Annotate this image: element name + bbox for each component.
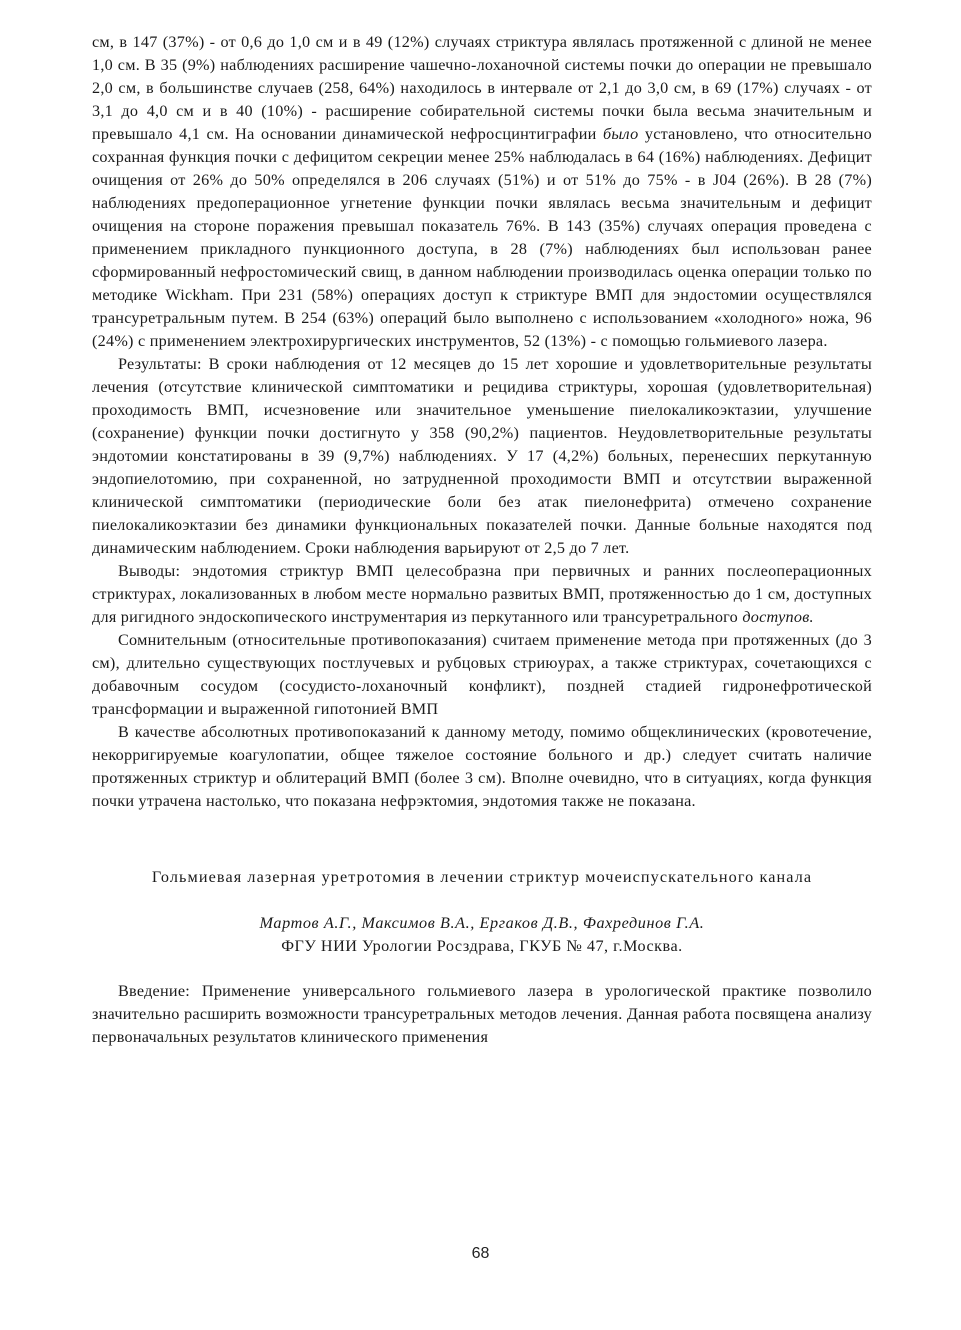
section-title: Гольмиевая лазерная уретротомия в лечении стриктур мочеиспускательного канала (151, 868, 813, 886)
italic-text: доступов. (742, 608, 814, 626)
paragraph-introduction: Введение: Применение универсального гольмиевого лазера в урологической практике позволило значительно расширить возможности трансуретральных методов лечения. Данная работа посвящена анализу первоначальных результатов клинического применения (92, 982, 872, 1046)
paragraph-methods-continued (92, 31, 872, 353)
paragraph-conclusions (92, 560, 872, 629)
paragraph-absolute-contraindications: В качестве абсолютных противопоказаний к данному методу, помимо общеклинических (кровотечение, некорригируемые коагулопатии, общее тяжелое состояние больного и др.) следует считать наличие протяженных стриктур и облитераций ВМП (более 3 см). Вполне очевидно, что в ситуациях, когда функция почки утрачена настолько, что показана нефрэктомия, эндотомия также не показана. (92, 723, 872, 810)
paragraph-text: см, в 147 (37%) - от 0,6 до 1,0 см и в 49 (12%) случаях стриктура являлась протяженной с длиной не менее 1,0 см. В 35 (9%) наблюдениях расширение чашечно-лоханочной системы почки до операции не превышало 2,0 см, в большинстве случаев (258, 64%) находилось в интервале от 2,1 до 3,0 см, в 69 (17%) случаях - от 3,1 до 4,0 см и в 40 (10%) - расширение собирательной системы почки была весьма значительным и превышало 4,1 см. На основании динамической нефросцинтиграфии (92, 33, 872, 143)
document-page (92, 31, 872, 1049)
page-number: 68 (471, 1245, 490, 1262)
paragraph-text: Выводы: эндотомия стриктур ВМП целесобразна при первичных и ранних послеоперационных стриктурах, локализованных в любом месте нормально развитых ВМП, протяженностью до 1 см, доступных для ригидного эндоскопического инструментария из перкутанного или трансуретрального (92, 562, 872, 626)
paragraph-text: установлено, что относительно сохранная функция почки с дефицитом секреции менее 25% наблюдалась в 64 (16%) наблюдениях. Дефицит очищения от 26% до 50% определялся в 206 случаях (51%) и от 51% до 75% - в J04 (26%). В 28 (7%) наблюдениях предоперационное угнетение функции почки являлась весьма значительным и дефицит очищения на стороне поражения превышал показатель 76%. В 143 (35%) случаях операция проведена с применением прикладного пункционного доступа, в 28 (7%) наблюдениях был использован ранее сформированный нефростомический свищ, в данном наблюдении производилась оценка операции только по методике Wickham. При 231 (58%) операциях доступ к стриктуре ВМП для эндостомии осуществлялся трансуретральным путем. В 254 (63%) операций было выполнено с использованием «холодного» ножа, 96 (24%) с применением электрохирургических инструментов, 52 (13%) - с помощью гольмиевого лазера. (92, 125, 872, 350)
authors-line: Мартов А.Г., Максимов В.А., Ергаков Д.В., Фахрединов Г.А. (259, 914, 705, 932)
italic-text: было (602, 125, 639, 143)
affiliation-line: ФГУ НИИ Урологии Росздрава, ГКУБ № 47, г.Москва. (281, 937, 683, 955)
paragraph-relative-contraindications: Сомнительным (относительные противопоказания) считаем применение метода при протяженных (до 3 см), длительно существующих постлучевых и рубцовых стриюурах, а также стриктурах, сочетающихся с добавочным сосудом (сосудисто-лоханочный конфликт), поздней стадией гидронефротической трансформации и выраженной гипотонией ВМП (92, 631, 872, 718)
paragraph-results: Результаты: В сроки наблюдения от 12 месяцев до 15 лет хорошие и удовлетворительные результаты лечения (отсутствие клинической симптоматики и рецидива стриктуры, хорошая (удовлетворительная) проходимость ВМП, исчезновение или значительное уменьшение пиелокаликоэктазии, улучшение (сохранение) функции почки достигнуто у 358 (90,2%) пациентов. Неудовлетворительные результаты эндотомии констатированы в 39 (9,7%) наблюдениях. У 17 (4,2%) больных, перенесших перкутанную эндопиелотомию, при сохраненной, но затрудненной проходимости ВМП и отсутствии выраженной клинической симптоматики (периодические боли без атак пиелонефрита) отмечено сохранение пиелокаликоэктазии без динамики функциональных показателей почки. Данные больные находятся под динамическим наблюдением. Сроки наблюдения варьируют от 2,5 до 7 лет. (92, 355, 872, 557)
